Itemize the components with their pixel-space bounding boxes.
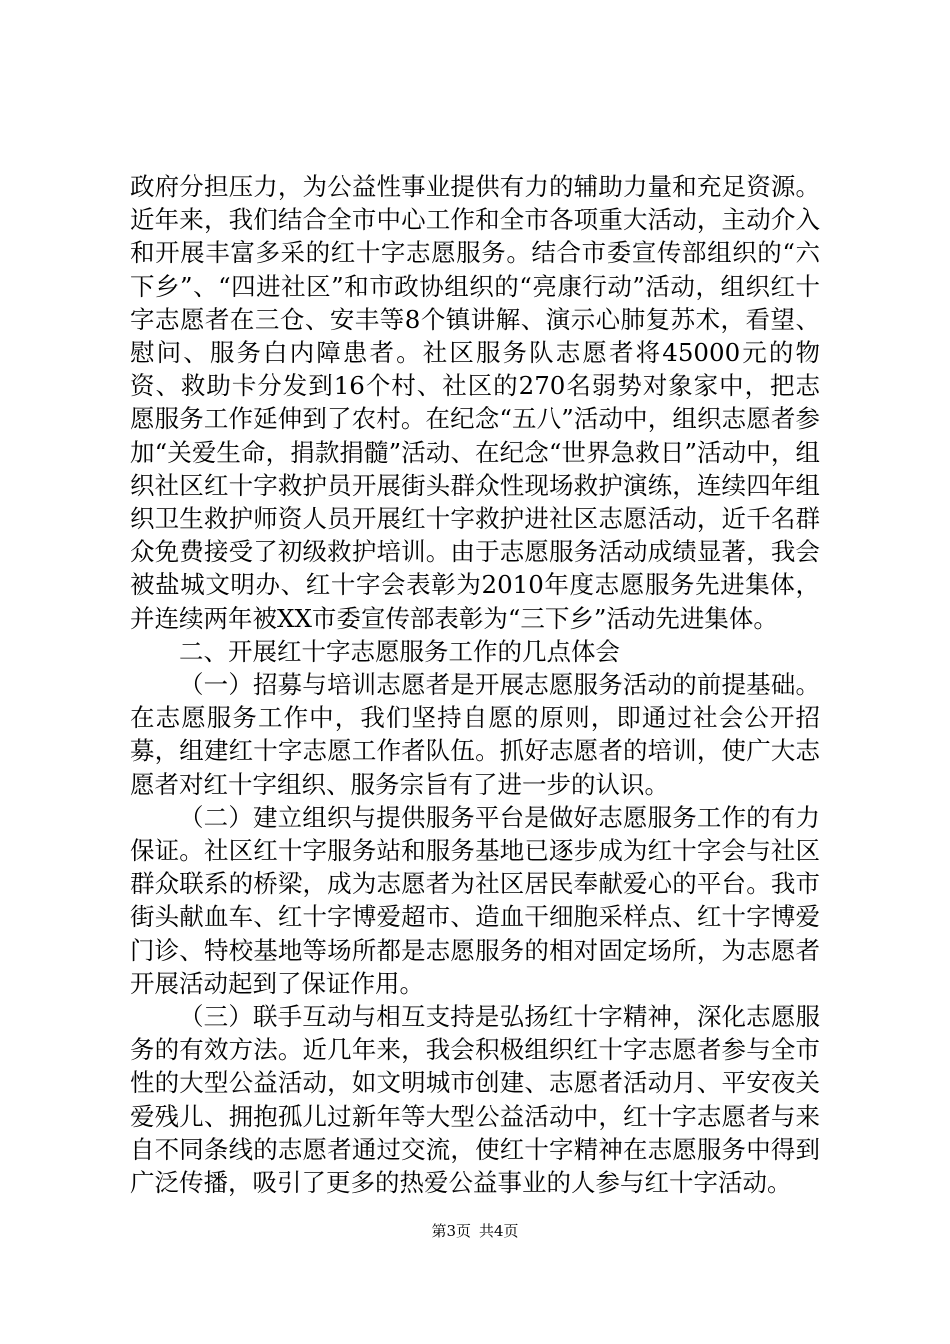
section-heading: 二、开展红十字志愿服务工作的几点体会 [179,636,620,666]
paragraph-point-3: （三）联手互动与相互支持是弘扬红十字精神，深化志愿服务的有效方法。近几年来，我会积极组织红十字志愿者参与全市性的大型公益活动，如文明城市创建、志愿者活动月、平安夜关爱残儿、拥抱孤儿过新年等大型公益活动中，红十字志愿者与来自不同条线的志愿者通过交流，使红十字精神在志愿服务中得到广泛传播，吸引了更多的热爱公益事业的人参与红十字活动。 [130,1002,820,1198]
page-footer [0,1221,950,1241]
paragraph-point-1: （一）招募与培训志愿者是开展志愿服务活动的前提基础。在志愿服务工作中，我们坚持自愿的原则，即通过社会公开招募，组建红十字志愿工作者队伍。抓好志愿者的培训，使广大志愿者对红十字组织、服务宗旨有了进一步的认识。 [130,670,820,799]
page-number: 第3页 [431,1222,471,1240]
paragraph-continued: 政府分担压力，为公益性事业提供有力的辅助力量和充足资源。近年来，我们结合全市中心工作和全市各项重大活动，主动介入和开展丰富多采的红十字志愿服务。结合市委宣传部组织的“六下乡”、“四进社区”和市政协组织的“亮康行动”活动，组织红十字志愿者在三仓、安丰等8个镇讲解、演示心肺复苏术，看望、慰问、服务白内障患者。社区服务队志愿者将45000元的物资、救助卡分发到16个村、社区的270名弱势对象家中，把志愿服务工作延伸到了农村。在纪念“五八”活动中，组织志愿者参加“关爱生命，捐款捐髓”活动、在纪念“世界急救日”活动中，组织社区红十字救护员开展街头群众性现场救护演练，连续四年组织卫生救护师资人员开展红十字救护进社区志愿活动，近千名群众免费接受了初级救护培训。由于志愿服务活动成绩显著，我会被盐城文明办、红十字会表彰为2010年度志愿服务先进集体，并连续两年被XX市委宣传部表彰为“三下乡”活动先进集体。 [130,172,820,633]
paragraph-point-2: （二）建立组织与提供服务平台是做好志愿服务工作的有力保证。社区红十字服务站和服务基地已逐步成为红十字会与社区群众联系的桥梁，成为志愿者为社区居民奉献爱心的平台。我市街头献血车、红十字博爱超市、造血干细胞采样点、红十字博爱门诊、特校基地等场所都是志愿服务的相对固定场所，为志愿者开展活动起到了保证作用。 [130,802,820,998]
page-total: 共4页 [479,1222,519,1240]
document-body [130,170,820,1199]
